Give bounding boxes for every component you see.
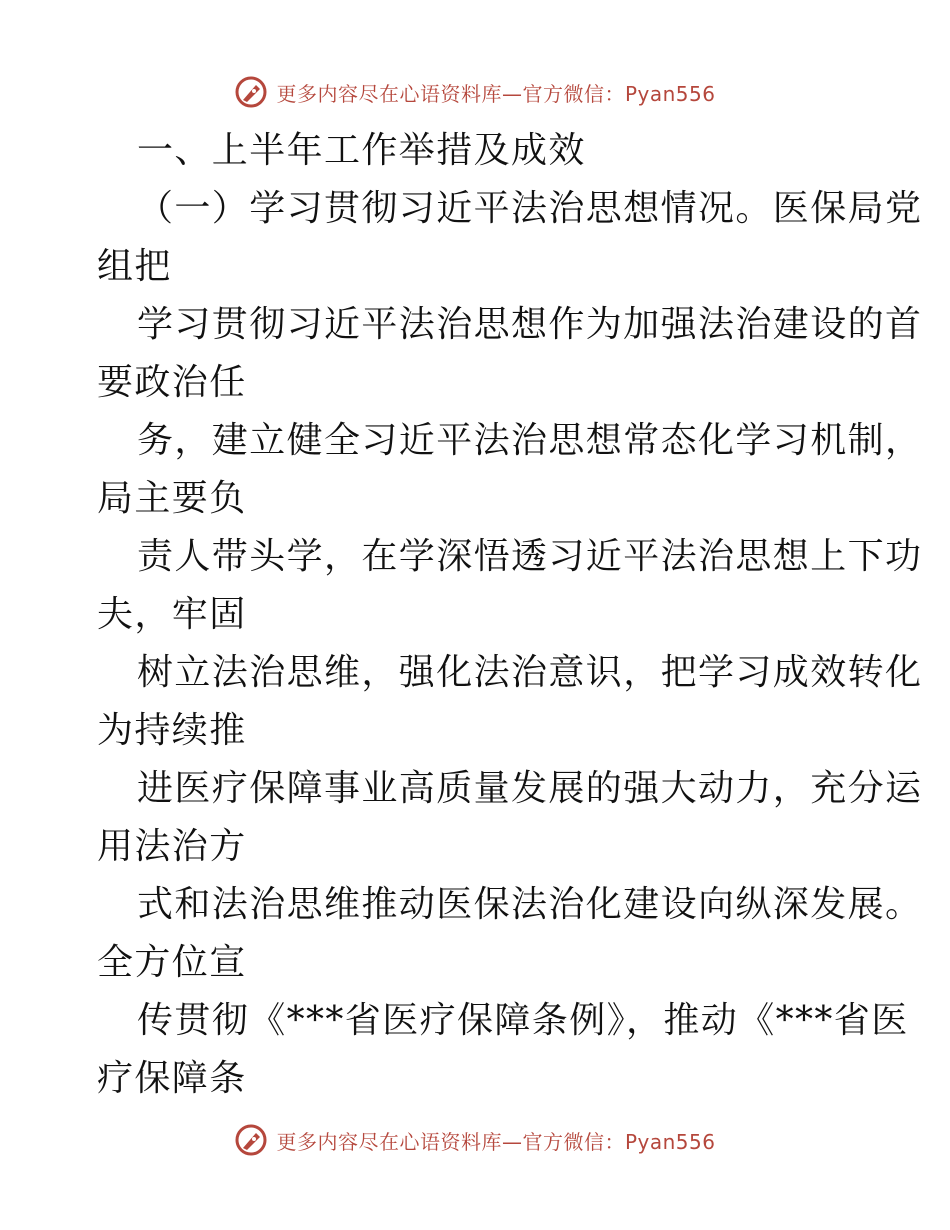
paragraph-line: （一）学习贯彻习近平法治思想情况。医保局党: [137, 188, 923, 229]
header-watermark-text: 更多内容尽在心语资料库—官方微信：Pyan556: [276, 81, 716, 106]
header-watermark-banner: [0, 72, 950, 112]
paragraph-line: 全方位宣: [97, 942, 247, 983]
paragraph-line: 为持续推: [97, 710, 247, 751]
paragraph-line: 组把: [97, 246, 172, 287]
paragraph-line: 务，建立健全习近平法治思想常态化学习机制，: [137, 420, 923, 461]
paragraph-line: 传贯彻《***省医疗保障条例》，推动《***省医: [137, 1000, 909, 1041]
paragraph-line: 局主要负: [97, 478, 247, 519]
paragraph-line: 责人带头学，在学深悟透习近平法治思想上下功: [137, 536, 923, 577]
section-heading: 一、上半年工作举措及成效: [137, 130, 586, 171]
paragraph-line: 夫，牢固: [97, 594, 247, 635]
pen-nib-logo-icon: [234, 75, 268, 109]
paragraph-line: 用法治方: [97, 826, 247, 867]
paragraph-line: 要政治任: [97, 362, 247, 403]
document-body: [97, 122, 923, 1108]
paragraph-line: 树立法治思维，强化法治意识，把学习成效转化: [137, 652, 923, 693]
pen-nib-logo-icon: [234, 1123, 268, 1157]
paragraph-line: 学习贯彻习近平法治思想作为加强法治建设的首: [137, 304, 923, 345]
paragraph-line: 进医疗保障事业高质量发展的强大动力，充分运: [137, 768, 923, 809]
paragraph-line: 疗保障条: [97, 1058, 247, 1099]
footer-watermark-text: 更多内容尽在心语资料库—官方微信：Pyan556: [276, 1129, 716, 1154]
footer-watermark-banner: [0, 1120, 950, 1160]
paragraph-line: 式和法治思维推动医保法治化建设向纵深发展。: [137, 884, 923, 925]
